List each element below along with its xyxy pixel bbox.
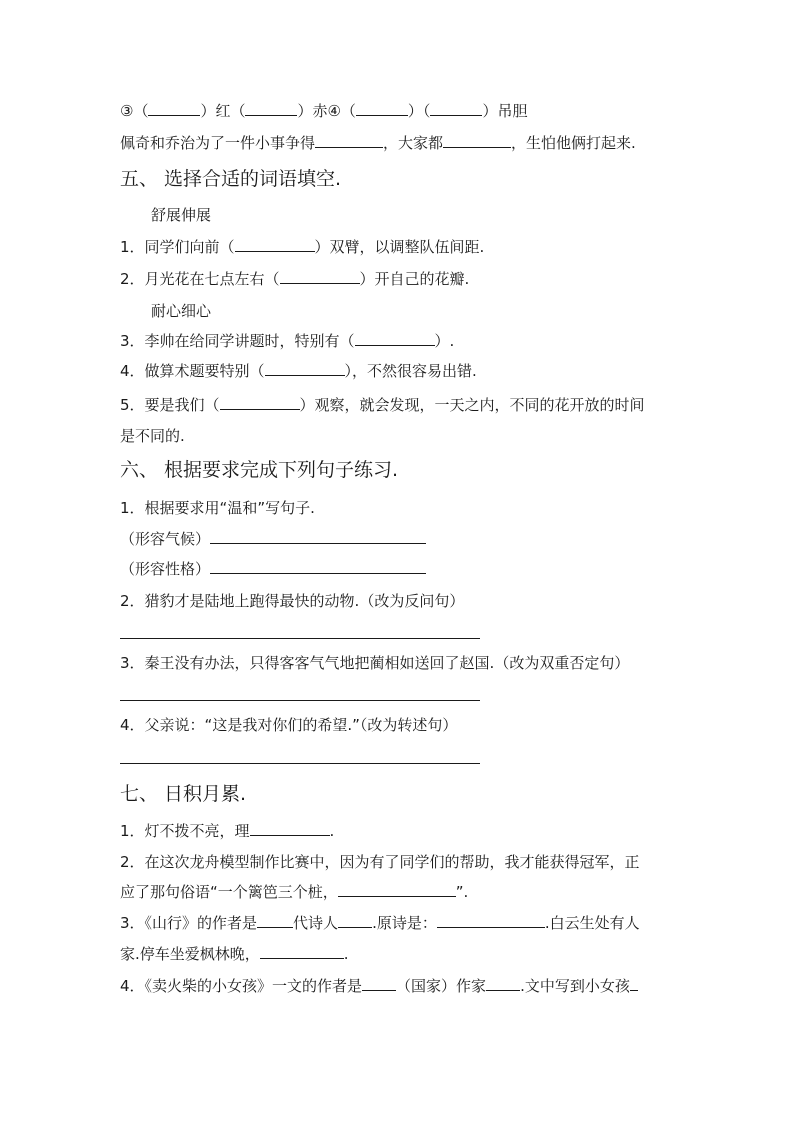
blank[interactable] bbox=[356, 100, 408, 116]
answer-line[interactable] bbox=[120, 638, 480, 639]
blank[interactable] bbox=[486, 975, 520, 991]
blank[interactable] bbox=[148, 100, 200, 116]
answer-line[interactable] bbox=[120, 763, 480, 764]
question-7-4: 4．《卖火柴的小女孩》一文的作者是 （国家）作家 .文中写到小女孩 bbox=[120, 975, 638, 997]
answer-line[interactable] bbox=[210, 528, 426, 544]
blank[interactable] bbox=[362, 975, 396, 991]
blank[interactable] bbox=[437, 912, 545, 928]
blank[interactable] bbox=[630, 975, 638, 991]
blank[interactable] bbox=[235, 236, 315, 252]
question-6-2: 2．猎豹才是陆地上跑得最快的动物.（改为反问句） bbox=[120, 592, 465, 610]
blank[interactable] bbox=[430, 100, 482, 116]
idiom-fill-line: ③（ ）红（ ）赤④（ ）（ ）吊胆 bbox=[120, 102, 528, 120]
blank[interactable] bbox=[265, 360, 345, 376]
question-7-3-continued: 家.停车坐爱枫林晚， . bbox=[120, 945, 349, 963]
blank[interactable] bbox=[443, 132, 511, 148]
blank[interactable] bbox=[245, 100, 297, 116]
question-6-1-character: （形容性格） bbox=[120, 558, 426, 580]
blank[interactable] bbox=[338, 881, 456, 897]
question-6-3: 3．秦王没有办法，只得客客气气地把蔺相如送回了赵国.（改为双重否定句） bbox=[120, 654, 630, 672]
question-7-2-continued: 应了那句俗语“一个篱笆三个桩， ”. bbox=[120, 883, 469, 901]
section-5-heading: 五、 选择合适的词语填空. bbox=[120, 168, 342, 190]
question-5-2: 2．月光花在七点左右（ ）开自己的花瓣. bbox=[120, 270, 470, 288]
question-5-4: 4．做算术题要特别（ ），不然很容易出错. bbox=[120, 362, 477, 380]
word-options: 耐心细心 bbox=[151, 302, 212, 320]
answer-line[interactable] bbox=[210, 558, 426, 574]
sentence-fill-line: 佩奇和乔治为了一件小事争得 ，大家都 ，生怕他俩打起来. bbox=[120, 134, 636, 152]
question-6-1: 1．根据要求用“温和”写句子. bbox=[120, 499, 315, 517]
question-5-5: 5．要是我们（ ）观察，就会发现，一天之内，不同的花开放的时间 bbox=[120, 396, 645, 414]
blank[interactable] bbox=[260, 943, 344, 959]
question-6-1-climate: （形容气候） bbox=[120, 528, 426, 550]
blank[interactable] bbox=[315, 132, 383, 148]
answer-line[interactable] bbox=[120, 700, 480, 701]
blank[interactable] bbox=[338, 912, 372, 928]
blank[interactable] bbox=[250, 820, 330, 836]
blank[interactable] bbox=[355, 330, 435, 346]
blank[interactable] bbox=[220, 394, 300, 410]
blank[interactable] bbox=[280, 268, 360, 284]
question-5-1: 1．同学们向前（ ）双臂，以调整队伍间距. bbox=[120, 238, 485, 256]
section-6-heading: 六、 根据要求完成下列句子练习. bbox=[120, 459, 399, 481]
section-7-heading: 七、 日积月累. bbox=[120, 783, 247, 805]
question-6-4: 4．父亲说：“这是我对你们的希望.”（改为转述句） bbox=[120, 716, 458, 734]
question-7-2: 2．在这次龙舟模型制作比赛中，因为有了同学们的帮助，我才能获得冠军，正 bbox=[120, 853, 640, 871]
blank[interactable] bbox=[257, 912, 293, 928]
question-7-3: 3．《山行》的作者是 代诗人 .原诗是： .白云生处有人 bbox=[120, 914, 640, 932]
question-5-3: 3．李帅在给同学讲题时，特别有（ ）. bbox=[120, 332, 455, 350]
word-options: 舒展伸展 bbox=[151, 206, 212, 224]
question-5-5-continued: 是不同的. bbox=[120, 427, 185, 445]
question-7-1: 1．灯不拨不亮，理 . bbox=[120, 822, 335, 840]
